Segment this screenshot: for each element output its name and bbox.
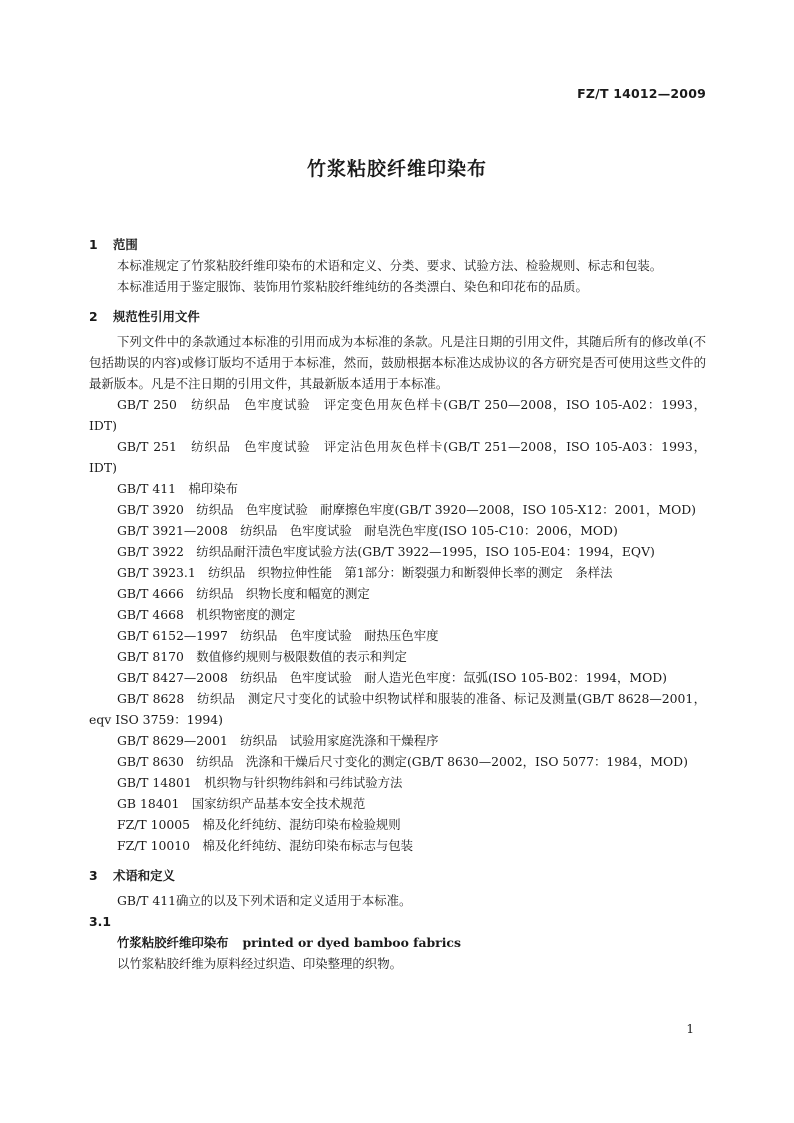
section-1-heading (89, 234, 706, 255)
section-number: 1 (89, 237, 98, 252)
standard-code: FZ/T 14012—2009 (577, 86, 706, 101)
term-entry (89, 932, 706, 953)
term-chinese: 竹浆粘胶纤维印染布 (117, 935, 229, 950)
reference-item: GB 18401 国家纺织产品基本安全技术规范 (117, 796, 366, 811)
section-number: 2 (89, 309, 98, 324)
reference-item: GB/T 4668 机织物密度的测定 (117, 607, 296, 622)
reference-item: GB/T 8628 纺织品 测定尺寸变化的试验中织物试样和服装的准备、标记及测量(GB/T 8628—2001，eqv ISO 3759：1994) (89, 691, 706, 727)
section-title: 规范性引用文件 (113, 309, 200, 324)
reference-item: GB/T 8630 纺织品 洗涤和干燥后尺寸变化的测定(GB/T 8630—2002，ISO 5077：1984，MOD) (117, 754, 688, 769)
paragraph: GB/T 411确立的以及下列术语和定义适用于本标准。 (117, 893, 412, 908)
reference-item: GB/T 8427—2008 纺织品 色牢度试验 耐人造光色牢度：氙弧(ISO 105-B02：1994，MOD) (117, 670, 667, 685)
reference-item: GB/T 3922 纺织品耐汗渍色牢度试验方法(GB/T 3922—1995，ISO 105-E04：1994，EQV) (117, 544, 655, 559)
document-title: 竹浆粘胶纤维印染布 (306, 158, 487, 180)
reference-item: GB/T 4666 纺织品 织物长度和幅宽的测定 (117, 586, 370, 601)
section-number: 3 (89, 868, 98, 883)
term-number: 3.1 (89, 914, 111, 929)
reference-item: GB/T 6152—1997 纺织品 色牢度试验 耐热压色牢度 (117, 628, 439, 643)
reference-item: GB/T 3920 纺织品 色牢度试验 耐摩擦色牢度(GB/T 3920—2008，ISO 105-X12：2001，MOD) (117, 502, 697, 517)
reference-item: GB/T 251 纺织品 色牢度试验 评定沾色用灰色样卡(GB/T 251—2008，ISO 105-A03：1993，IDT) (89, 439, 706, 475)
reference-item: FZ/T 10010 棉及化纤纯纺、混纺印染布标志与包装 (117, 838, 414, 853)
reference-item: GB/T 14801 机织物与针织物纬斜和弓纬试验方法 (117, 775, 403, 790)
document-body (89, 225, 706, 974)
reference-item: FZ/T 10005 棉及化纤纯纺、混纺印染布检验规则 (117, 817, 401, 832)
paragraph: 本标准规定了竹浆粘胶纤维印染布的术语和定义、分类、要求、试验方法、检验规则、标志和包装。 (117, 258, 663, 273)
page-number: 1 (686, 1022, 694, 1036)
section-3-heading (89, 865, 706, 886)
reference-item: GB/T 8170 数值修约规则与极限数值的表示和判定 (117, 649, 407, 664)
section-title: 范围 (113, 237, 138, 252)
paragraph: 本标准适用于鉴定服饰、装饰用竹浆粘胶纤维纯纺的各类漂白、染色和印花布的品质。 (117, 279, 588, 294)
section-title: 术语和定义 (113, 868, 175, 883)
reference-item: GB/T 8629—2001 纺织品 试验用家庭洗涤和干燥程序 (117, 733, 439, 748)
term-english: printed or dyed bamboo fabrics (242, 935, 461, 950)
reference-item: GB/T 3921—2008 纺织品 色牢度试验 耐皂洗色牢度(ISO 105-C10：2006，MOD) (117, 523, 618, 538)
paragraph: 下列文件中的条款通过本标准的引用而成为本标准的条款。凡是注日期的引用文件，其随后所有的修改单(不包括勘误的内容)或修订版均不适用于本标准，然而，鼓励根据本标准达成协议的各方研究是否可使用这些文件的最新版本。凡是不注日期的引用文件，其最新版本适用于本标准。 (89, 334, 706, 391)
reference-item: GB/T 411 棉印染布 (117, 481, 238, 496)
section-2-heading (89, 306, 706, 327)
reference-item: GB/T 250 纺织品 色牢度试验 评定变色用灰色样卡(GB/T 250—2008，ISO 105-A02：1993，IDT) (89, 397, 706, 433)
term-definition: 以竹浆粘胶纤维为原料经过织造、印染整理的织物。 (117, 956, 402, 971)
reference-item: GB/T 3923.1 纺织品 织物拉伸性能 第1部分：断裂强力和断裂伸长率的测定 条样法 (117, 565, 613, 580)
